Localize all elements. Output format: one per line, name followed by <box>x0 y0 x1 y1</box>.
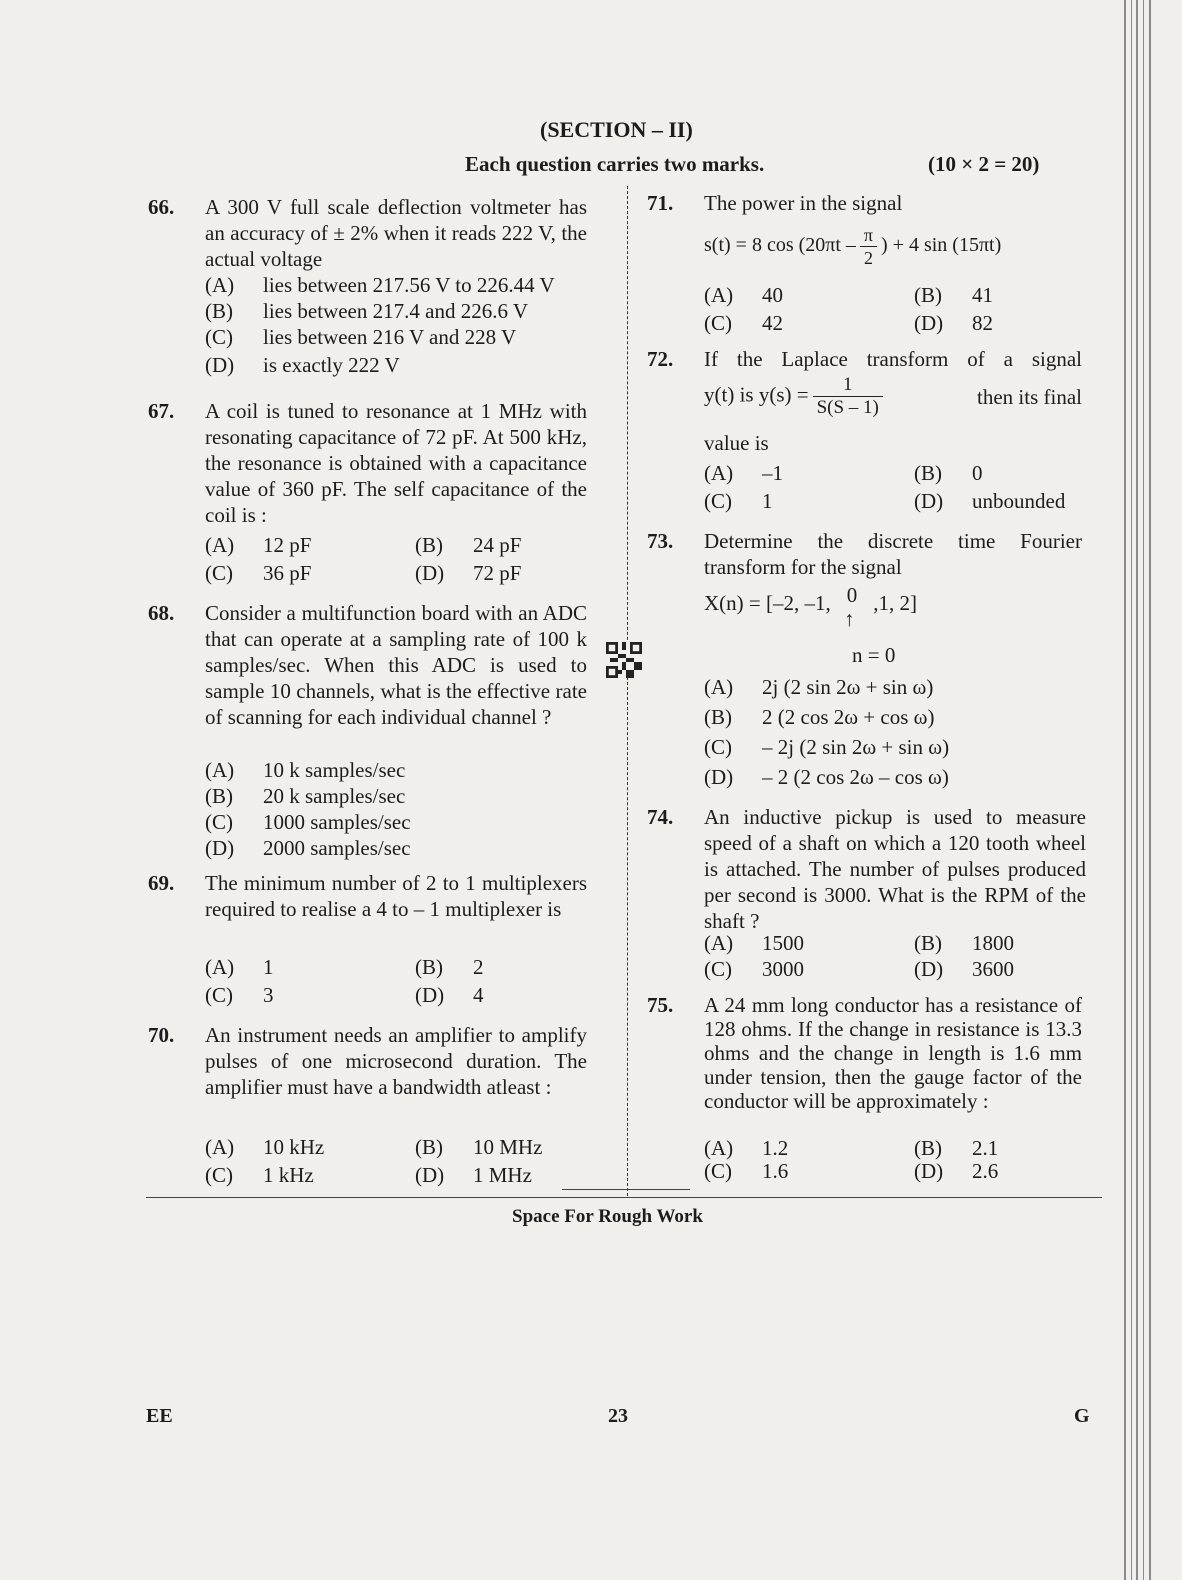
footer-separator <box>146 1197 1102 1198</box>
series-code: G <box>1074 1405 1090 1427</box>
question-stem: A coil is tuned to resonance at 1 MHz with resonating capacitance of 72 pF. At 500 kHz, the resonance is obtained with a capacitance value of 360 pF. The self capacitance of the coil is : <box>205 399 587 527</box>
option-a: (A) 10 kHz <box>205 1135 325 1159</box>
arrow-up-icon: ↑ <box>844 607 855 631</box>
option-a: (A) 40 <box>704 283 783 307</box>
option-c: (C) 3000 <box>704 957 804 981</box>
question-67 <box>148 398 598 598</box>
column-divider <box>627 186 628 1196</box>
question-stem: A 300 V full scale deflection voltmeter has an accuracy of ± 2% when it reads 222 V, the actual voltage <box>205 195 587 271</box>
option-b: (B) 2.1 <box>914 1136 999 1160</box>
option-c: (C) 1 kHz <box>205 1163 314 1187</box>
question-70 <box>148 1022 598 1192</box>
question-number: 71. <box>647 191 674 215</box>
option-b: (B) 24 pF <box>415 533 522 557</box>
option-d: (D) 2000 samples/sec <box>205 836 411 860</box>
question-74 <box>647 804 1087 984</box>
section-title: (SECTION – II) <box>540 117 693 142</box>
option-c: (C) 3 <box>205 983 274 1007</box>
question-number: 70. <box>148 1023 175 1047</box>
question-number: 75. <box>647 993 674 1017</box>
option-d: (D) 3600 <box>914 957 1014 981</box>
question-stem: An instrument needs an amplifier to amplify pulses of one microsecond duration. The amplifier must have a bandwidth atleast : <box>205 1023 587 1099</box>
question-stem-end: value is <box>704 431 769 455</box>
question-number: 74. <box>647 805 674 829</box>
signal-sequence: X(n) = [–2, –1, 0 ↑ ,1, 2] <box>704 583 917 631</box>
question-stem: The minimum number of 2 to 1 multiplexers required to realise a 4 to – 1 multiplexer is <box>205 871 587 921</box>
question-75 <box>647 993 1087 1188</box>
marks-note: Each question carries two marks. <box>465 152 765 176</box>
question-number: 69. <box>148 871 175 895</box>
option-d: (D) 72 pF <box>415 561 522 585</box>
question-68 <box>148 600 598 860</box>
option-d: (D) – 2 (2 cos 2ω – cos ω) <box>704 765 949 789</box>
scan-edge-lines <box>1124 0 1154 1580</box>
question-73 <box>647 528 1087 796</box>
rough-work-label: Space For Rough Work <box>512 1206 703 1227</box>
question-stem: Determine the discrete time Fourier transform for the signal <box>704 529 1082 579</box>
option-b: (B) 20 k samples/sec <box>205 784 406 808</box>
option-a: (A) 2j (2 sin 2ω + sin ω) <box>704 675 934 699</box>
option-d: (D) 82 <box>914 311 993 335</box>
question-stem: If the Laplace transform of a signal <box>704 347 1082 371</box>
option-d: (D) unbounded <box>914 489 1066 513</box>
question-stem: A 24 mm long conductor has a resistance of 128 ohms. If the change in resistance is 13.3 ohms and the change in length is 1.6 mm under tension, then the gauge factor of the conductor will be approximately : <box>704 993 1082 1113</box>
option-c: (C) 1000 samples/sec <box>205 810 411 834</box>
question-66 <box>148 194 598 394</box>
index-note: n = 0 <box>852 643 896 667</box>
option-a: (A) 10 k samples/sec <box>205 758 406 782</box>
option-d: (D) is exactly 222 V <box>205 353 400 377</box>
question-69 <box>148 870 598 1010</box>
short-separator <box>562 1189 690 1190</box>
signal-equation: s(t) = 8 cos (20πt – $\frac{\pi}{2}$ ) + 4 sin (15πt) <box>704 225 1002 268</box>
question-stem: An inductive pickup is used to measure speed of a shaft on which a 120 tooth wheel is attached. The number of pulses produced per second is 3000. What is the RPM of the shaft ? <box>704 805 1086 933</box>
option-c: (C) – 2j (2 sin 2ω + sin ω) <box>704 735 950 759</box>
option-a: (A) 1.2 <box>704 1136 789 1160</box>
question-number: 66. <box>148 195 175 219</box>
option-a: (A) lies between 217.56 V to 226.44 V <box>205 273 555 297</box>
option-b: (B) lies between 217.4 and 226.6 V <box>205 299 528 323</box>
question-number: 68. <box>148 601 175 625</box>
option-b: (B) 0 <box>914 461 983 485</box>
option-a: (A) 1500 <box>704 931 804 955</box>
option-b: (B) 2 (2 cos 2ω + cos ω) <box>704 705 935 729</box>
option-a: (A) –1 <box>704 461 783 485</box>
question-stem: The power in the signal <box>704 191 903 215</box>
paper-code: EE <box>146 1405 173 1427</box>
option-d: (D) 4 <box>415 983 484 1007</box>
question-number: 72. <box>647 347 674 371</box>
option-c: (C) 1 <box>704 489 773 513</box>
laplace-equation: y(t) is y(s) = $\frac{1}{S(S - 1)}$ then its final <box>704 374 1082 418</box>
question-number: 73. <box>647 529 674 553</box>
option-a: (A) 12 pF <box>205 533 312 557</box>
qr-code-icon <box>606 641 642 679</box>
marks-total: (10 × 2 = 20) <box>928 152 1040 176</box>
question-stem: Consider a multifunction board with an ADC that can operate at a sampling rate of 100 k samples/sec. When this ADC is used to sample 10 channels, what is the effective rate of scanning for each individual channel ? <box>205 601 587 729</box>
option-b: (B) 10 MHz <box>415 1135 543 1159</box>
option-b: (B) 2 <box>415 955 484 979</box>
question-71 <box>647 190 1087 340</box>
option-a: (A) 1 <box>205 955 274 979</box>
option-c: (C) 36 pF <box>205 561 312 585</box>
question-72 <box>647 346 1087 521</box>
option-d: (D) 2.6 <box>914 1159 999 1183</box>
option-c: (C) 1.6 <box>704 1159 789 1183</box>
question-number: 67. <box>148 399 175 423</box>
page-number: 23 <box>608 1405 628 1427</box>
option-b: (B) 41 <box>914 283 993 307</box>
option-d: (D) 1 MHz <box>415 1163 532 1187</box>
option-c: (C) 42 <box>704 311 783 335</box>
option-b: (B) 1800 <box>914 931 1014 955</box>
option-c: (C) lies between 216 V and 228 V <box>205 325 517 349</box>
